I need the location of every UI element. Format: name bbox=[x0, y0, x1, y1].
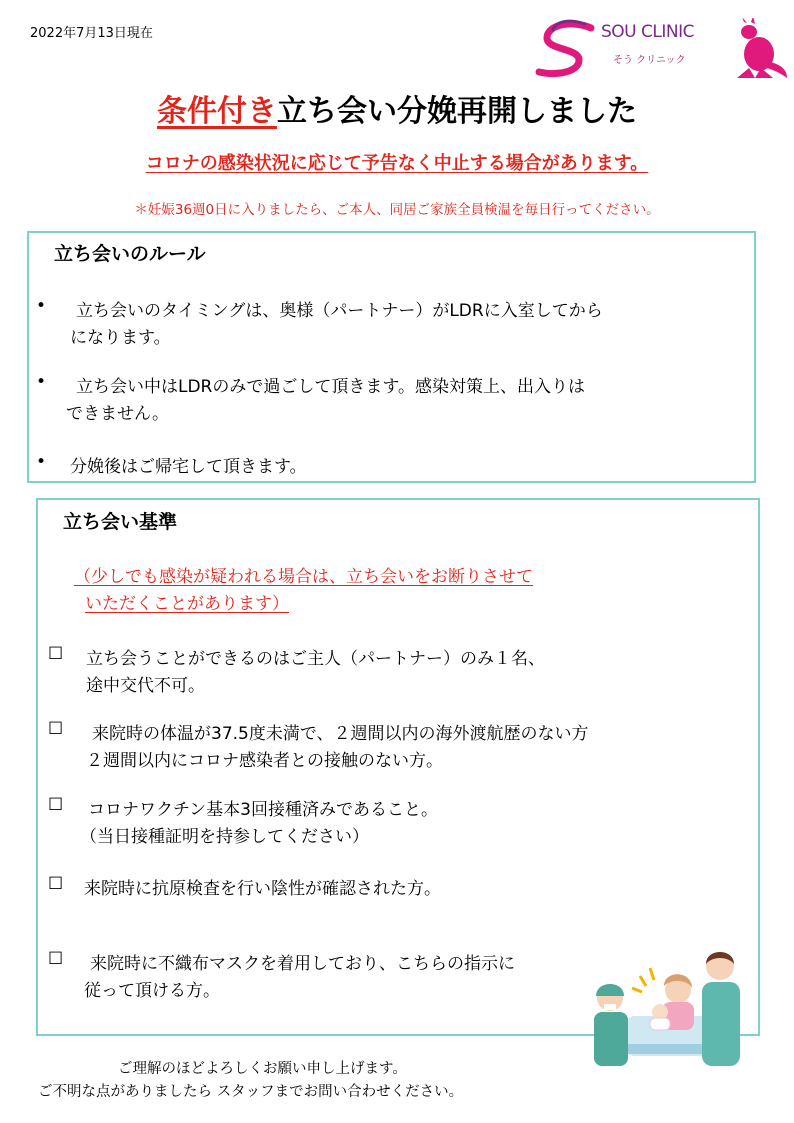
criteria-warning-line2: いただくことがあります） bbox=[85, 594, 289, 614]
checkbox: ☐ bbox=[48, 874, 64, 894]
rules-heading: 立ち会いのルール bbox=[54, 243, 206, 265]
clinic-name: SOU CLINIC bbox=[601, 22, 694, 42]
criteria-item-2-line1: 来院時の体温が37.5度未満で、２週間以内の海外渡航歴のない方 bbox=[92, 724, 589, 744]
bullet: • bbox=[36, 452, 47, 472]
clinic-logo bbox=[533, 18, 789, 84]
criteria-item-1-line1: 立ち会うことができるのはご主人（パートナー）のみ１名、 bbox=[86, 649, 545, 669]
footer-line1: ご理解のほどよろしくお願い申し上げます。 bbox=[118, 1061, 407, 1077]
checkbox: ☐ bbox=[48, 644, 64, 664]
rule-item-2-line2: できません。 bbox=[66, 404, 170, 424]
page-subtitle: コロナの感染状況に応じて予告なく中止する場合があります。 bbox=[145, 153, 649, 174]
rules-box bbox=[27, 231, 756, 483]
rule-item-3-line1: 分娩後はご帰宅して頂きます。 bbox=[70, 457, 307, 477]
s-swirl-logo-icon bbox=[533, 18, 603, 84]
criteria-item-5-line1: 来院時に不織布マスクを着用しており、こちらの指示に bbox=[90, 954, 515, 974]
bullet: • bbox=[36, 372, 47, 392]
checkbox: ☐ bbox=[48, 795, 64, 815]
date-stamp: 2022年7月13日現在 bbox=[30, 26, 153, 41]
birth-scene-illustration bbox=[588, 946, 754, 1066]
kangaroo-icon bbox=[729, 18, 789, 80]
checkbox: ☐ bbox=[48, 949, 64, 969]
checkbox: ☐ bbox=[48, 719, 64, 739]
criteria-warning-line1: （少しでも感染が疑われる場合は、立ち会いをお断りさせて bbox=[74, 567, 533, 587]
rule-item-2-line1: 立ち会い中はLDRのみで過ごして頂きます。感染対策上、出入りは bbox=[76, 377, 586, 397]
clinic-name-kana: そう クリニック bbox=[613, 55, 686, 66]
footer-line2: ご不明な点がありましたら スタッフまでお問い合わせください。 bbox=[38, 1084, 464, 1100]
criteria-heading: 立ち会い基準 bbox=[63, 511, 178, 533]
title-condition: 条件付き bbox=[157, 94, 277, 129]
rule-item-1-line1: 立ち会いのタイミングは、奥様（パートナー）がLDRに入室してから bbox=[76, 301, 603, 321]
criteria-item-1-line2: 途中交代不可。 bbox=[86, 676, 205, 696]
criteria-item-3-line2: （当日接種証明を持参してください） bbox=[80, 827, 369, 847]
title-main: 立ち会い分娩再開しました bbox=[277, 94, 637, 129]
bullet: • bbox=[36, 296, 47, 316]
rule-item-1-line2: になります。 bbox=[70, 328, 171, 348]
temperature-note: ＊妊娠36週0日に入りましたら、ご本人、同居ご家族全員検温を毎日行ってください。 bbox=[134, 202, 660, 218]
page-title bbox=[0, 86, 794, 130]
criteria-item-2-line2: ２週間以内にコロナ感染者との接触のない方。 bbox=[86, 751, 443, 771]
criteria-item-4-line1: 来院時に抗原検査を行い陰性が確認された方。 bbox=[84, 879, 441, 899]
criteria-item-3-line1: コロナワクチン基本3回接種済みであること。 bbox=[88, 800, 438, 820]
criteria-item-5-line2: 従って頂ける方。 bbox=[84, 981, 220, 1001]
